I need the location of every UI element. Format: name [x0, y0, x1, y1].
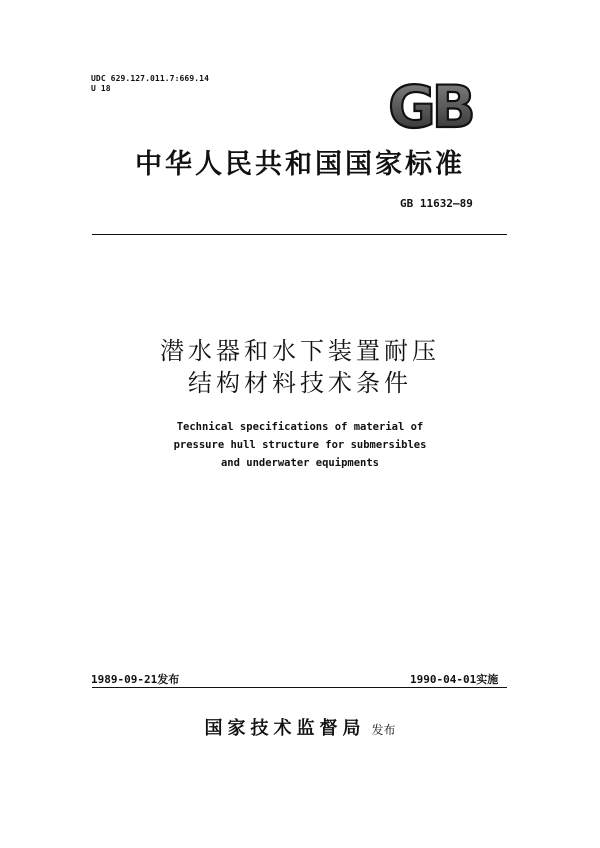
bottom-divider [92, 687, 507, 688]
document-title-en-line2: pressure hull structure for submersibles [173, 439, 427, 451]
issuer-suffix: 发布 [371, 723, 396, 737]
gb-logo [379, 80, 481, 134]
document-title-en [0, 418, 600, 472]
national-standard-title: 中华人民共和国国家标准 [135, 149, 465, 180]
document-title-en-line1: Technical specifications of material of [176, 421, 424, 433]
gb-logo-text: GB [388, 80, 472, 134]
document-title-en-line3: and underwater equipments [220, 457, 380, 469]
udc-code: UDC 629.127.011.7:669.14 [91, 74, 209, 83]
issuer-line [0, 714, 600, 740]
class-code: U 18 [91, 84, 111, 93]
top-divider [92, 234, 507, 235]
issue-date: 1989-09-21发布 [91, 673, 180, 686]
standard-number: GB 11632—89 [400, 197, 473, 210]
document-title-cn-line2: 结构材料技术条件 [188, 369, 412, 397]
classification-block [91, 74, 209, 94]
document-title-cn-line1: 潜水器和水下装置耐压 [160, 337, 440, 365]
issuer-name: 国家技术监督局 [204, 718, 366, 739]
effective-date: 1990-04-01实施 [410, 673, 499, 686]
